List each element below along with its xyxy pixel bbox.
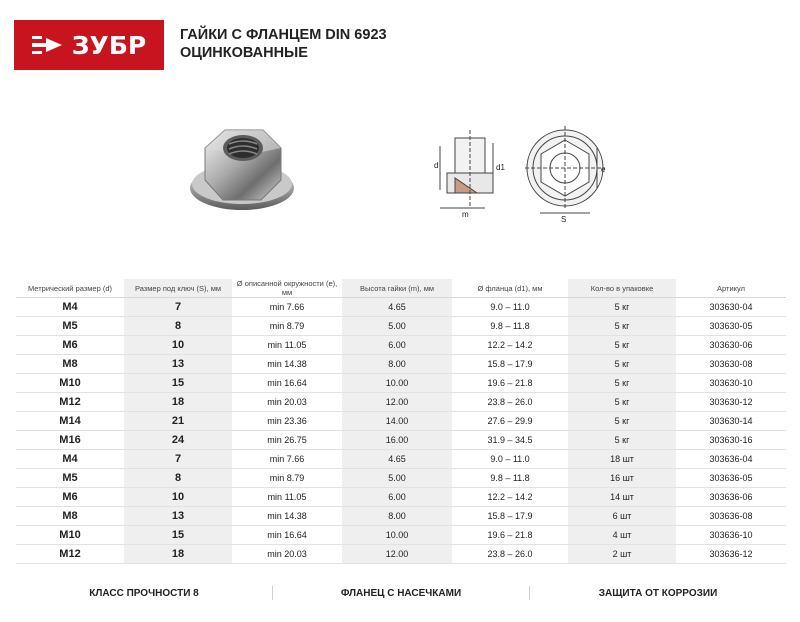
cell-circumscribed-diameter: min 8.79	[232, 317, 342, 336]
cell-circumscribed-diameter: min 14.38	[232, 355, 342, 374]
cell-nut-height: 4.65	[342, 450, 452, 469]
cell-pack-quantity: 5 кг	[568, 298, 676, 317]
cell-nut-height: 5.00	[342, 469, 452, 488]
dim-label-m: m	[462, 210, 469, 219]
cell-nut-height: 8.00	[342, 355, 452, 374]
cell-article: 303630-10	[676, 374, 786, 393]
cell-metric-size: M8	[16, 355, 124, 374]
dim-label-s: S	[561, 215, 567, 223]
cell-metric-size: M16	[16, 431, 124, 450]
cell-nut-height: 16.00	[342, 431, 452, 450]
cell-wrench-size: 24	[124, 431, 232, 450]
cell-article: 303630-14	[676, 412, 786, 431]
cell-article: 303630-08	[676, 355, 786, 374]
cell-nut-height: 6.00	[342, 336, 452, 355]
logo-text: ЗУБР	[71, 30, 147, 60]
cell-metric-size: M5	[16, 317, 124, 336]
flange-nut-photo	[185, 118, 300, 223]
cell-nut-height: 5.00	[342, 317, 452, 336]
table-row	[16, 450, 786, 469]
cell-pack-quantity: 5 кг	[568, 393, 676, 412]
cell-pack-quantity: 6 шт	[568, 507, 676, 526]
cell-pack-quantity: 16 шт	[568, 469, 676, 488]
table-row	[16, 507, 786, 526]
cell-pack-quantity: 5 кг	[568, 336, 676, 355]
cell-wrench-size: 10	[124, 488, 232, 507]
cell-pack-quantity: 5 кг	[568, 355, 676, 374]
feature-serrated-flange: ФЛАНЕЦ С НАСЕЧКАМИ	[340, 587, 462, 599]
cell-circumscribed-diameter: min 8.79	[232, 469, 342, 488]
table-row	[16, 431, 786, 450]
cell-pack-quantity: 2 шт	[568, 545, 676, 564]
table-row	[16, 488, 786, 507]
cell-metric-size: M8	[16, 507, 124, 526]
cell-flange-diameter: 27.6 – 29.9	[452, 412, 568, 431]
table-row	[16, 336, 786, 355]
cell-flange-diameter: 15.8 – 17.9	[452, 507, 568, 526]
cell-circumscribed-diameter: min 11.05	[232, 336, 342, 355]
dim-label-d1: d1	[496, 163, 505, 172]
cell-metric-size: M6	[16, 336, 124, 355]
cell-wrench-size: 7	[124, 450, 232, 469]
cell-circumscribed-diameter: min 16.64	[232, 526, 342, 545]
cell-article: 303630-04	[676, 298, 786, 317]
cell-metric-size: M14	[16, 412, 124, 431]
cell-pack-quantity: 5 кг	[568, 374, 676, 393]
title-line-2: ОЦИНКОВАННЫЕ	[180, 45, 308, 61]
dim-label-d: d	[434, 161, 439, 170]
col-header-nut-height: Высота гайки (m), мм	[342, 279, 452, 298]
cell-flange-diameter: 12.2 – 14.2	[452, 336, 568, 355]
table-row	[16, 412, 786, 431]
cell-wrench-size: 15	[124, 374, 232, 393]
cell-pack-quantity: 18 шт	[568, 450, 676, 469]
cell-circumscribed-diameter: min 7.66	[232, 450, 342, 469]
cell-nut-height: 12.00	[342, 545, 452, 564]
cell-metric-size: M10	[16, 374, 124, 393]
table-row	[16, 526, 786, 545]
cell-wrench-size: 8	[124, 469, 232, 488]
table-row	[16, 469, 786, 488]
cell-wrench-size: 15	[124, 526, 232, 545]
cell-circumscribed-diameter: min 20.03	[232, 393, 342, 412]
dim-label-e: e	[601, 165, 606, 174]
col-header-wrench-size: Размер под ключ (S), мм	[124, 279, 232, 298]
cell-nut-height: 14.00	[342, 412, 452, 431]
table-row	[16, 317, 786, 336]
cell-circumscribed-diameter: min 7.66	[232, 298, 342, 317]
cell-flange-diameter: 23.8 – 26.0	[452, 393, 568, 412]
cell-metric-size: M12	[16, 393, 124, 412]
cell-flange-diameter: 19.6 – 21.8	[452, 374, 568, 393]
cell-pack-quantity: 5 кг	[568, 431, 676, 450]
cell-circumscribed-diameter: min 23.36	[232, 412, 342, 431]
cell-article: 303636-04	[676, 450, 786, 469]
cell-flange-diameter: 9.0 – 11.0	[452, 450, 568, 469]
cell-article: 303630-12	[676, 393, 786, 412]
cell-article: 303630-05	[676, 317, 786, 336]
cell-nut-height: 10.00	[342, 526, 452, 545]
cell-flange-diameter: 9.0 – 11.0	[452, 298, 568, 317]
col-header-article: Артикул	[676, 279, 786, 298]
col-header-circumscribed-diameter: Ø описанной окружности (e), мм	[232, 279, 342, 298]
cell-wrench-size: 21	[124, 412, 232, 431]
cell-article: 303630-06	[676, 336, 786, 355]
cell-article: 303636-12	[676, 545, 786, 564]
feature-corrosion-protection: ЗАЩИТА ОТ КОРРОЗИИ	[598, 587, 718, 599]
col-header-metric-size: Метрический размер (d)	[16, 279, 124, 298]
cell-metric-size: M5	[16, 469, 124, 488]
cell-metric-size: M10	[16, 526, 124, 545]
arrow-logo-icon	[32, 34, 64, 56]
cell-circumscribed-diameter: min 11.05	[232, 488, 342, 507]
table-row	[16, 545, 786, 564]
cell-metric-size: M6	[16, 488, 124, 507]
cell-flange-diameter: 31.9 – 34.5	[452, 431, 568, 450]
cell-flange-diameter: 19.6 – 21.8	[452, 526, 568, 545]
cell-article: 303636-05	[676, 469, 786, 488]
table-row	[16, 298, 786, 317]
col-header-flange-diameter: Ø фланца (d1), мм	[452, 279, 568, 298]
cell-nut-height: 10.00	[342, 374, 452, 393]
cell-flange-diameter: 12.2 – 14.2	[452, 488, 568, 507]
cell-wrench-size: 18	[124, 545, 232, 564]
cell-flange-diameter: 9.8 – 11.8	[452, 317, 568, 336]
cell-circumscribed-diameter: min 14.38	[232, 507, 342, 526]
cell-metric-size: M12	[16, 545, 124, 564]
cell-wrench-size: 13	[124, 507, 232, 526]
cell-nut-height: 6.00	[342, 488, 452, 507]
cell-wrench-size: 7	[124, 298, 232, 317]
cell-wrench-size: 13	[124, 355, 232, 374]
col-header-pack-quantity: Кол-во в упаковке	[568, 279, 676, 298]
cell-pack-quantity: 14 шт	[568, 488, 676, 507]
table-header-row	[16, 279, 786, 298]
technical-drawing	[425, 118, 625, 223]
features-bar	[16, 577, 786, 609]
cell-circumscribed-diameter: min 26.75	[232, 431, 342, 450]
cell-article: 303630-16	[676, 431, 786, 450]
cell-flange-diameter: 23.8 – 26.0	[452, 545, 568, 564]
table-row	[16, 374, 786, 393]
cell-pack-quantity: 5 кг	[568, 317, 676, 336]
brand-logo	[14, 20, 164, 70]
page-title	[180, 26, 387, 62]
cell-flange-diameter: 15.8 – 17.9	[452, 355, 568, 374]
cell-pack-quantity: 4 шт	[568, 526, 676, 545]
cell-metric-size: M4	[16, 450, 124, 469]
cell-wrench-size: 10	[124, 336, 232, 355]
cell-metric-size: M4	[16, 298, 124, 317]
cell-circumscribed-diameter: min 20.03	[232, 545, 342, 564]
cell-wrench-size: 8	[124, 317, 232, 336]
cell-flange-diameter: 9.8 – 11.8	[452, 469, 568, 488]
cell-circumscribed-diameter: min 16.64	[232, 374, 342, 393]
cell-nut-height: 12.00	[342, 393, 452, 412]
cell-article: 303636-06	[676, 488, 786, 507]
cell-pack-quantity: 5 кг	[568, 412, 676, 431]
feature-strength-class: КЛАСС ПРОЧНОСТИ 8	[89, 587, 199, 599]
cell-wrench-size: 18	[124, 393, 232, 412]
cell-nut-height: 4.65	[342, 298, 452, 317]
spec-table	[16, 279, 786, 564]
cell-nut-height: 8.00	[342, 507, 452, 526]
table-row	[16, 355, 786, 374]
table-row	[16, 393, 786, 412]
cell-article: 303636-10	[676, 526, 786, 545]
title-line-1: ГАЙКИ С ФЛАНЦЕМ DIN 6923	[180, 27, 387, 43]
cell-article: 303636-08	[676, 507, 786, 526]
